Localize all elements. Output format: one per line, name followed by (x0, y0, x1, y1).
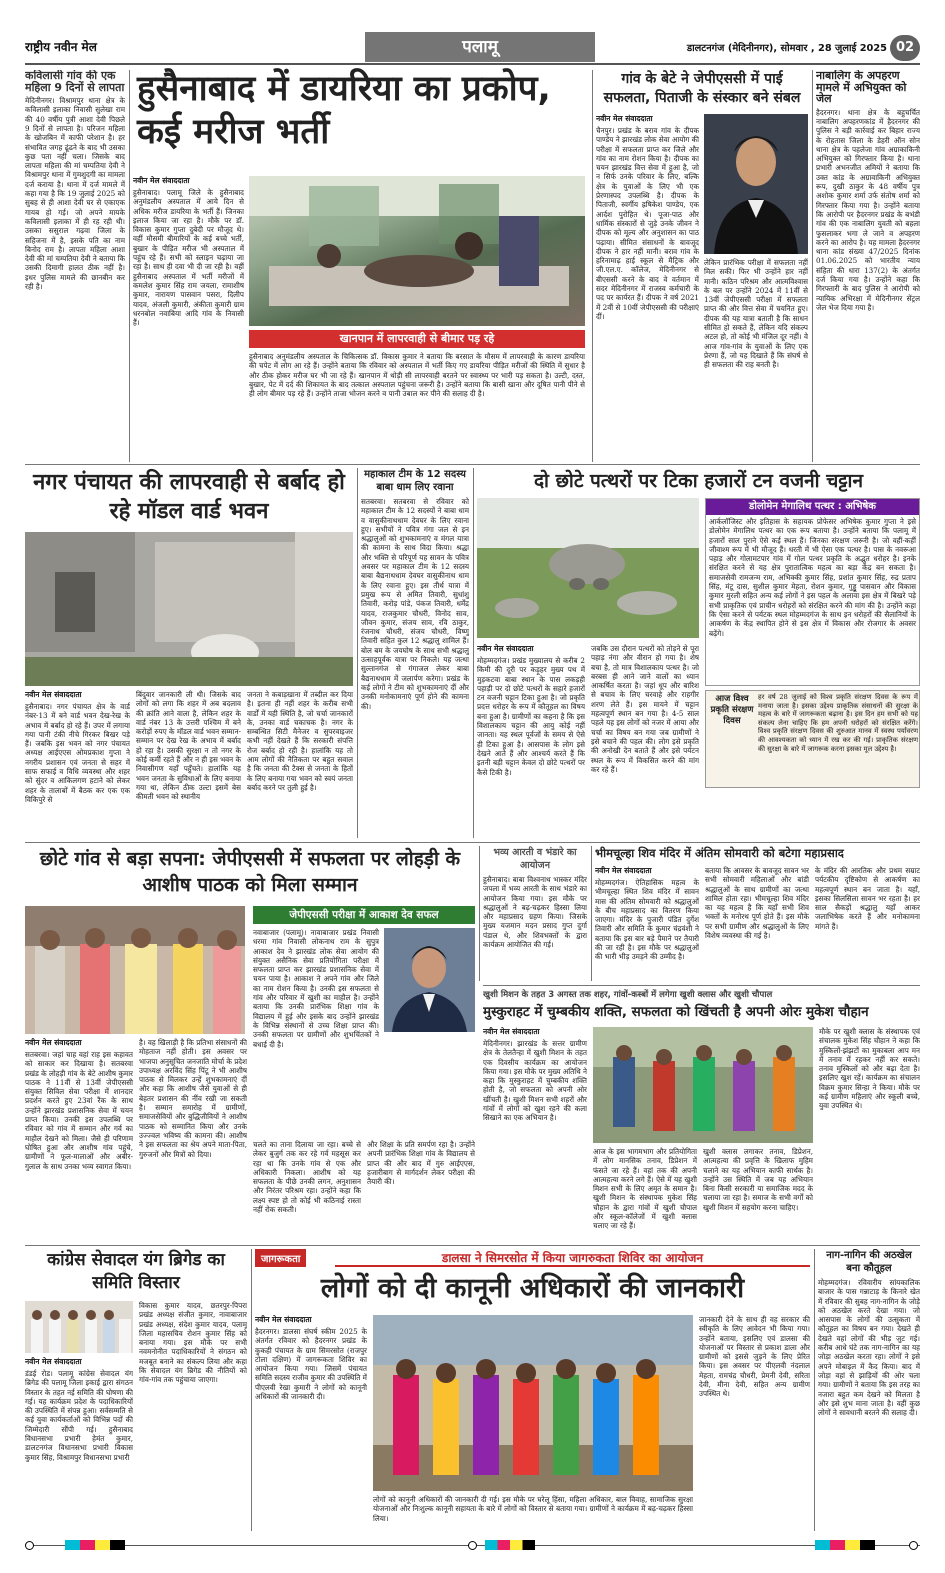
section-rule (25, 464, 920, 465)
ward-building-photo (25, 532, 353, 686)
column-rule (129, 70, 130, 462)
article-col-2: लोगों को कानूनी अधिकारों की जानकारी दी गई। इस मौके पर घरेलू हिंसा, महिला अधिकार, बाल विवाह, सामाजिक सुरक्षा योजनाओं और निःशुल्क कानूनी सहायता के बारे में लोगों को विस्तार से बताया गया। ग्रामीणों ने कार्यक्रम में बढ़-चढ़कर हिस्सा लिया। (373, 1495, 693, 1523)
headline: हुसैनाबाद में डायरिया का प्रकोप, कई मरीज भर्ती (137, 69, 551, 152)
article-body (596, 114, 699, 460)
body-text-continued: लेकिन प्रारंभिक परीक्षा में सफलता नहीं मिल सकी। फिर भी उन्होंने हार नहीं मानी। कठिन परिश्रम और आत्मविश्वास के बल पर उन्होंने 2024 में 11वीं से 13वीं जेपीएससी परीक्षा में सफलता प्राप्त की और वित्त सेवा में चयनित हुए। दीपक की यह यात्रा बताती है कि साधन सीमित हो सकते हैं, लेकिन यदि संकल्प अटल हो, तो कोई भी मंजिल दूर नहीं। वे आज गांव-गांव के युवाओं के लिए एक प्रेरणा हैं, जो यह दिखाते हैं कि संघर्ष से ही सफलता की राह बनती है। (704, 258, 808, 370)
building-scene-icon (25, 532, 353, 686)
hospital-scene-icon (249, 176, 585, 326)
group-photo-icon (25, 906, 245, 1034)
article-col-3: जनता ने कबाड़खाना में तब्दील कर दिया है। इतना ही नहीं शहर के करीब सभी वार्डों में यही स्थिति है, जो चर्चा जानकारों के, उनका वार्ड चकाचक है। नगर के सम्बन्धित सिटी मैनेजर व सुपरवाइजर कभी नहीं देखते हैं कि सरकारी संपत्ति रोज बर्बाद हो रही है। हालांकि यह तो आम लोगों की नैतिकता पर बहुत सवाल है कि जनता की टैक्स से जनता के हितों के लिए बनाया गया भवन को स्वयं जनता बर्बाद करने पर तुली हुई है। (247, 690, 353, 792)
byline: नवीन मेल संवाददाता (255, 1315, 312, 1324)
column-rule (251, 1249, 252, 1531)
page-number: 02 (890, 35, 920, 61)
article-dalsa-camp (255, 1249, 810, 1531)
article-col-3: खुशी क्लास लगाकर तनाव, डिप्रेशन, आत्महत्या की प्रवृत्ति के खिलाफ मुहिम चलाने का यह अभियान काफी सार्थक है। उन्होंने उस स्थिति में जब यह अभियान बिना किसी सरकारी या समाजिक मदद के चलाया जा रहा है। समाज के सभी वर्गों को खुशी मिशन में सहयोग करना चाहिए। (703, 1147, 813, 1212)
article-col-3: के मंदिर की आरतिक और प्रथम सम्राट पर्यटकीय दृष्टिकोण से आकर्षण का महत्वपूर्ण स्थान बन जाता है। यहाँ, इसका सिलसिला सावन भर रहता है। हर साल सैकड़ों श्रद्धालु यहाँ आकर जलाभिषेक करते हैं और मनोकामना मांगते हैं। (815, 866, 920, 931)
article-body: हैदरनगर। थाना क्षेत्र के बहुचर्चित नाबालिग अपहरणकांड में हैदरनगर की पुलिस ने बड़ी कार्रवाई कर बिहार राज्य के रोहतास जिला के डेहरी ऑन सोन थाना क्षेत्र के पहलेजा गांव अग्राकाकिनी अभियुक्त को गिरफ्तार किया है। थाना प्रभारी अभनजीत अमियों ने बताया कि उक्त कांड के अग्रावाकिनी अभियुक्त रूप, दुखी ठाकुर के 48 वर्षीय पुत्र अशोक कुमार शर्मा उर्फ संतोष शर्मा को गिरफ्तार किया गया है। उन्होंने बताया कि आरोपी पर हैदरनगर प्रखंड के बभंडी गांव की एक नाबालिग युवती को बहला फुसलाकर भगा ले जाने व अपहरण करने का आरोप है। यह मामला हैदरनगर थाना कांड संख्या 47/2025 दिनांक 01.06.2025 को भारतीय न्याय संहिता की धारा 137(2) के अंतर्गत दर्ज किया गया है। उन्होंने कहा कि गिरफ्तारी के बाद पुलिस ने आरोपी को न्यायिक अभिरक्षा में मेदिनीनगर सेंट्रल जेल भेज दिया गया है। (816, 107, 920, 312)
masthead-brand: राष्ट्रीय नवीन मेल (25, 40, 97, 54)
headline: दो छोटे पत्थरों पर टिका हजारों टन वजनी चट्टान (533, 470, 864, 492)
section-rule (483, 985, 920, 986)
article-body: सतबरवा। सतबरवा से रविवार को महाकाल टीम के 12 सदस्यों ने बाबा धाम व वासुकीनाथधाम देवघर के लिए रवाना हुए। सभीयों ने पवित्र गंगा जल से इन श्रद्धालुओं को शुभकामनाएं व मंगल यात्रा की कामना के साथ विदा किया। श्रद्धा और भक्ति से परिपूर्ण यह सावन के पवित्र अवसर पर महाकाल टीम के 12 सदस्य बाबा बैद्यनाथधाम देवघर वासुकीनाथ धाम के लिए रवाना हुए। इस तीर्थ यात्रा में प्रमुख रूप से अमित तिवारी, सुधांशु तिवारी, करोड़ पांडे, पंकज तिवारी, धर्मेंद्र यादव, राजकुमार चौधरी, विनोद साव, जीवन कुमार, संजय साव, रवि ठाकुर, रंजनाथ चौधरी, संजय चौधरी, विष्णु तिवारी सहित कुल 12 श्रद्धालु शामिल हैं। बोल बम के जयघोष के साथ सभी श्रद्धालु उत्साहपूर्वक यात्रा पर निकले। यह जत्था सुल्तानगंज से गंगाजल लेकर बाबा बैद्यनाथधाम में जलार्पण करेगा। प्रखंड के कई लोगों ने टीम को शुभकामनाएं दीं और उनकी मनोकामनाएं पूर्ण होने की कामना की। (361, 497, 469, 711)
infobox-title: डोलोमेन मेगालिथ पत्थर : अभिषेक (706, 499, 919, 515)
article-col-2: विकास कुमार यादव, छतरपुर-पिपरा प्रखंड अध्यक्ष संजीत कुमार, नावाबाजार प्रखंड अध्यक्ष, संदेश कुमार यादव, पलामू जिला महासचिव रोशन कुमार सिंह को बनाया गया। इस मौके पर सभी नवमनोनीत पदाधिकारियों ने संगठन को मजबूत बनाने का संकल्प लिया और कहा कि सेवादल यंग ब्रिगेड की नीतियों को गांव-गांव तक पहुंचाया जाएगा। (139, 1301, 247, 1385)
byline: नवीन मेल संवाददाता (596, 114, 653, 123)
article-diarrhea (133, 68, 588, 463)
deepak-portrait (704, 114, 808, 254)
headline: गांव के बेटे ने जेपीएससी में पाई सफलता, पिताजी के संस्कार बने संबल (603, 71, 801, 106)
article-col-2: जबकि उस दौरान पत्थरों को तोड़ने से पूरा पहाड़ नंगा और वीरान हो गया है। शेष बचा है, तो मात्र विशालकाय पत्थर है। जो बरबस ही आने जाने वालों का ध्यान आकर्षित करता है। जहां धूप और बारिश से बचाव के लिए चरवाहे और राहगीर शरण लेते हैं। इस मायने में चट्टान महत्वपूर्ण स्थान बन गया है। 4-5 साल पहले यह इस लोगों को नजर में आया और चर्चा का विषय बन गया जब ग्रामीणों ने इसे बचाने की पहल की। लोग इसे प्रकृति की अनोखी देन बताते हैं और इसे पर्यटन स्थल के रूप में विकसित करने की मांग कर रहे हैं। (591, 644, 699, 774)
article-col-2: बताया कि आवसर के बावजूद सावन भर सभी सोमवारी महिलाओं और बांडी श्रद्धालुओं के साथ ग्रामीणों का जत्था शामिल होता रहा। भीमचूल्हा शिव मंदिर का यह महत्व है कि यहाँ सभी शिव भक्तों के मनोरथ पूर्ण होते हैं। इस मौके पर सभी ग्रामीण और श्रद्धालुओं के लिए विशेष व्यवस्था की गई है। (705, 866, 809, 941)
body-text: चैनपुर। प्रखंड के बराव गांव के दीपक पाण्डेय ने झारखंड लोक सेवा आयोग की परीक्षा में सफलता प्राप्त कर जिले और गांव का नाम रोशन किया है। दीपक का चयन झारखंड वित्त सेवा में हुआ है, जो न सिर्फ उनके परिवार के लिए, बल्कि क्षेत्र के युवाओं के लिए भी एक प्रेरणास्पद उपलब्धि है। दीपक के पिताजी, स्वर्गीय ह्रषिकेश पाण्डेय, एक आर्दश पुरोहित थे। पूजा-पाठ और धार्मिक संस्कारों से जुड़े उनके जीवन ने दीपक को मूल्य और अनुशासन का पाठ पढ़ाया। सीमित संसाधनों के बावजूद दीपक ने हार नहीं मानी। बराव गांव के हरिनामाढ़ हाई स्कूल से मैट्रिक और जी.एल.ए. कॉलेज, मेदिनीनगर से बीएससी करने के बाद वे वर्तमान में सदर मेदिनीनगर में राजस्व कर्मचारी के पद पर कार्यरत हैं। दीपक ने वर्ष 2021 में 2वीं से 10वीं जेपीएससी की परीक्षाएं दीं। (596, 126, 699, 321)
article-col-1 (477, 644, 585, 838)
article-missing-woman (25, 70, 125, 460)
headline: भव्य आरती व भंडारे का आयोजन (493, 847, 577, 871)
article-col-4: मौके पर खुशी क्लास के संस्थापक एवं संचालक मुकेश सिंह चौहान ने कहा कि मुस्किलों-झंझटों का मुकाबला आप मन में तनाव में रहकर नहीं कर सकते। तनाव मुस्किलों को और बढ़ा देता है। इसलिए खुश रहें। कार्यक्रम का संचालन विक्रम कुमार सिन्हा ने किया। मौके पर कई ग्रामीण महिलाएं और स्कूली बच्चे, युवा उपस्थित थे। (819, 1027, 920, 1111)
body-text: सतबरवा। जहां चाह वहां राह इस कहावत को साकार कर दिखाया है। सतबरवा प्रखंड के लोहड़ी गांव के बेटे आशीष कुमार पाठक ने 11वीं से 13वीं जेपीएससी संयुक्त सिविल सेवा परीक्षा में शानदार प्रदर्शन करते हुए 23वां रैंक के साथ उन्होंने झारखंड प्रशासनिक सेवा में चयन प्राप्त किया। उनकी इस उपलब्धि पर रविवार को गांव में सम्मान और गर्व का माहौल देखने को मिला। जैसे ही परिणाम घोषित हुआ और आशीष गांव पहुंचे, ग्रामीणों ने फूल-मालाओं और अबीर-गुलाल के साथ उनका भव्य स्वागत किया। (25, 1050, 133, 1171)
article-col-2: आज के इस भागमभाग और प्रतियोगिता में लोग मानसिक तनाव, डिप्रेशन में फंसते जा रहे हैं। वहां तक की अपनी आत्महत्या करने लगे हैं। ऐसे में यह खुशी मिशन सभी के लिए अमृत के समान है। खुशी मिशन के संस्थापक मुकेश सिंह चौहान के द्वारा गांवों में खुशी चौपाल और स्कूल-कॉलेजों में खुशी क्लास चलाए जा रहे हैं। (593, 1147, 697, 1231)
headline: नगर पंचायत की लापरवाही से बर्बाद हो रहे मॉडल वार्ड भवन (33, 470, 345, 524)
headline: कविलासी गांव की एक महिला 9 दिनों से लापता (25, 70, 125, 94)
column-rule (473, 468, 474, 838)
body-text-continued: हुसैनाबाद अनुमंडलीय अस्पताल के चिकित्सक डॉ. विकास कुमार ने बताया कि बरसात के मौसम में लापरवाही के कारण डायरिया की चपेट में लोग आ रहे हैं। उन्होंने बताया कि रविवार को अस्पताल में भर्ती किए गए डायरिया पीड़ित मरीजों की स्थिति में सुधार है और ठीक होकर मरीज घर भी जा रहे हैं। खानपान में थोड़ी सी लापरवाही बरतने पर स्वास्थ्य पर भारी पड़ सकता है। उल्टी, दस्त, बुखार, पेट में दर्द की शिकायत के बाद तत्काल अस्पताल पहुंचना जरूरी है। उन्होंने बताया कि बासी खाना और दूषित पानी पीने से ही लोग बीमार पड़ रहे हैं। उन्होंने ताजा भोजन करने व पानी उबाल कर पीने की सलाह दी है। (249, 352, 585, 399)
color-strip-left (65, 1540, 125, 1550)
article-col-3: जानकारी देने के साथ ही वह सरकार की स्वीकृति के लिए आवेदन भी किया गया। उन्होंने बताया, इसलिए एवं डालसा की योजनाओं पर विस्तार से प्रकाश डाला और ग्रामीणों को इससे जुड़ने के लिए प्रेरित किया। इस अवसर पर पीएलवी नंदलाल मेहता, रामचंद्र चौधरी, प्रेमनी देवी, सरिता देवी, मीना देवी, सहित अन्य ग्रामीण उपस्थित थे। (699, 1315, 810, 1399)
registration-mark-icon (468, 1541, 477, 1550)
byline: नवीन मेल संवाददाता (133, 176, 190, 185)
kicker-label: जागरूकता (255, 1249, 306, 1267)
khushi-chaupal-photo (593, 1027, 813, 1143)
crowd-photo-icon (593, 1027, 813, 1143)
article-mahakal-team (361, 468, 469, 838)
masthead (25, 32, 920, 66)
headline: लोगों को दी कानूनी अधिकारों की जानकारी (320, 1273, 745, 1304)
article-kidnapping (816, 70, 920, 462)
column-rule (357, 468, 358, 838)
article-col-1 (255, 1315, 367, 1531)
column-rule (591, 846, 592, 981)
article-col-1 (25, 690, 130, 838)
nature-day-title: आज विश्व प्रकृति संरक्षण दिवस (710, 694, 754, 726)
article-col-2: बिंदुवार जानकारी ली थी। जिसके बाद लोगों को लगा कि शहर में अब बदलाव की क्रांति आने वाला है, लेकिन शहर के वार्ड नंबर 13 के उत्तरी पश्चिम में बने करोड़ों रुपए के मॉडल वार्ड भवन सम्मान-सम्मान पर देख रेख के अभाव में बर्बाद हो रहा है। उसकी सुरक्षा न तो नगर के कोई कर्मी रहते हैं और न ही इस भवन के निवासीगण यहाँ पहुँचते। हालांकि यह भवन जनता के सुविधाओं के लिए बनाया गया था, लेकिन ठीक उल्टा इसमें बेस कीमती भवन को स्थानीय (136, 690, 241, 802)
akash-dev-portrait (384, 928, 475, 1032)
byline: नवीन मेल संवाददाता (25, 1357, 82, 1366)
felicitation-photo (25, 906, 245, 1034)
column-rule (479, 846, 480, 981)
body-text: मोहम्मदगंज। प्रखंड मुख्यालय से करीब 2 किमी की दूरी पर कड़ूहर मुख्य पथ में मुड़कटवा बाबा स्थान के पास लकड़ही पहाड़ी पर दो छोटे पत्थरों के सहारे हजारों टन वजनी चट्टान टिका हुआ है। जो प्रकृति प्रदत्त धरोहर के रूप में कौतूहल का विषय बना हुआ है। ग्रामीणों का कहना है कि इस विशालकाय चट्टान की आयु कोई नहीं जानता। यह स्थल पूर्वजों के समय से ऐसे ही टिका हुआ है। आसपास के लोग इसे देखने आते हैं और आश्चर्य करते हैं कि इतनी बड़ी चट्टान केवल दो छोटे पत्थरों पर कैसे टिकी है। (477, 656, 585, 777)
person-portrait-icon (384, 928, 475, 1032)
infobox (705, 498, 920, 686)
article-ward-building (25, 468, 353, 838)
body-text: मेदिनीनगर। झारखंड के सत्तर ग्रामीण क्षेत्र के तेलतैन्हा में खुशी मिशन के तहत एक दिवसीय कार्यक्रम का आयोजन किया गया। इस मौके पर मुख्य अतिथि ने कहा कि मुस्कुराहट में चुम्बकीय शक्ति होती है, जो सफलता को अपनी ओर खींचती है। खुशी मिशन सभी शहरों और गांवों में लोगों को खुश रहने की कला सिखाने का एक अभियान है। (483, 1039, 587, 1123)
byline: नवीन मेल संवाददाता (25, 1038, 82, 1047)
article-col-1 (25, 1357, 133, 1531)
footer-bar (25, 1535, 920, 1557)
byline: नवीन मेल संवाददाता (483, 1027, 540, 1036)
article-bhimchulha (595, 846, 920, 981)
color-strip-right (815, 1540, 875, 1550)
byline: नवीन मेल संवाददाता (477, 644, 534, 653)
akash-dev-body: नवाबाजार (पलामू)। नावाबाजार प्रखंड निवासी धरमा गांव निवासी लोकनाथ राम के सुपुत्र आकाश देव ने झारखंड लोक सेवा आयोग की संयुक्त असैनिक सेवा प्रतियोगिता परीक्षा में सफलता प्राप्त कर झारखंड प्रशासनिक सेवा में चयन पाया है। आकाश ने अपने गांव और जिले का नाम रोशन किया है। उनकी इस सफलता से गांव और परिवार में खुशी का माहौल है। उन्होंने बताया कि उनकी प्रारंभिक शिक्षा गांव के विद्यालय में हुई और इसके बाद उन्होंने झारखंड के विभिन्न संस्थानों से उच्च शिक्षा प्राप्त की। उनकी सफलता पर ग्रामीणों और शुभचिंतकों ने बधाई दी है। (253, 928, 379, 1049)
caption-bar: खानपान में लापरवाही से बीमार पड़ रहे (249, 330, 585, 348)
column-rule (812, 70, 813, 462)
body-text: हुसैनाबाद। पलामू जिले के हुसैनाबाद अनुमंडलीय अस्पताल में आये दिन से अधिक मरीज डायरिया के भर्ती हैं। जिनका इलाज किया जा रहा है। मौके पर डॉ. विकास कुमार गुप्ता दुबेदी पर मौजूद थे। वहीं मौसमी बीमारियों के कई बच्चे भर्ती, बुखार के पीड़ित मरीज भी अस्पताल में पहुंच रहे हैं। सभी को स्लाइन चढ़ाया जा रहा है। साथ ही दवा भी दी जा रही है। वहीं हुसैनाबाद अस्पताल में भर्ती मरीजों में कमलेश कुमार सिंह राम जयला, रामाशीष कुमार, नारायण पासवान पसरा, दिलीप यादव, अंजली कुमारी, अंकीता कुमारी ग्राम धरनबोल नवाबिया आदि गांव के निवासी हैं। (133, 188, 244, 328)
article-body: मोहम्मदगंज। रविवारीय सांयकालिक बाजार के पास गन्नाटाड़ के किनारे खेत में रविवार की सुबह नाग-नागिन के जोड़े को अठखेल करते देखा गया। जो आसपास के लोगों की उत्सुकता में कौतूहल का विषय बन गया। देखते ही देखते वहां लोगों की भीड़ जुट गई। करीब आधे घंटे तक नाग-नागिन का यह जोड़ा अठखेल करता रहा। लोगों ने इसे अपने मोबाइल में कैद किया। बाद में जोड़ा वहां से झाड़ियों की ओर चला गया। ग्रामीणों ने बताया कि इस तरह का नजारा बहुत कम देखने को मिलता है और इसे शुभ माना जाता है। वहीं कुछ लोगों ने सावधानी बरतने की सलाह दी। (818, 1278, 920, 1418)
dateline: डालटनगंज (मेदिनीनगर), सोमवार , 28 जुलाई 2025 (686, 43, 887, 54)
awareness-camp-photo (373, 1315, 693, 1491)
body-text: डंडई रोड। पलामू कांग्रेस सेवादल यंग ब्रिगेड की पलामू जिला इकाई द्वारा संगठन विस्तार के तहत नई समिति की घोषणा की गई। यह कार्यक्रम प्रदेश के पदाधिकारियों की उपस्थिति में संपन्न हुआ। सर्वसम्मति से कई युवा कार्यकर्ताओं को विभिन्न पदों की जिम्मेदारी सौंपी गई। हुसैनाबाद विधानसभा प्रभारी हेमंत कुमार, डालटनगंज विधानसभा प्रभारी विकास कुमार सिंह, विश्रामपुर विधानसभा प्रभारी (25, 1369, 133, 1462)
registration-mark-icon (909, 1541, 918, 1550)
article-balancing-rock (477, 468, 920, 838)
column-rule (814, 1249, 815, 1531)
article-akash-dev (253, 906, 475, 1136)
akash-dev-headline: जेपीएससी परीक्षा में आकाश देव सफल (253, 906, 475, 924)
rock-photo (477, 498, 699, 638)
masthead-rule (25, 63, 920, 65)
article-body: हुसैनाबाद। बाबा विश्वनाथ भास्कर मंदिर जपला में भव्य आरती के साथ भंडारे का आयोजन किया गया। इस मौके पर श्रद्धालुओं ने बढ़-चढ़कर हिस्सा लिया और महाप्रसाद ग्रहण किया। जिसके मुख्य यजमान मदन प्रसाद गुप्त दुर्गा पंडाल थे, और शिवभक्तों के द्वारा कार्यक्रम आयोजित की गई। (483, 875, 587, 950)
subtitle-bar: डालसा ने सिमरसोत में किया जागरुकता शिविर का आयोजन (335, 1249, 810, 1267)
article-body: मेदिनीनगर। विश्रामपुर थाना क्षेत्र के कविलासी इलाका निवासी सुलेखा राम की 40 वर्षीय पुत्री आशा देवी पिछले 9 दिनों से लापता है। परिजन महिला के खोजबिन में काफी परेशान है। हर संभावित जगह ढूंढने के बाद भी उसका कुछ पता नहीं चला। जिसके बाद लापता महिला की मां चम्पतिया देवी ने विश्रामपुर थाना में गुमशुदगी का मामला दर्ज कराया है। थाना में दर्ज मामले में कहा गया है कि 19 जुलाई 2025 को सुबह से ही आशा देवी घर से एकाएक गायब हो गई। जो अपने मायके कविलासी इलाका में ही रह रही थी। उसका ससुराल गढ़वा जिला के सहिजना में है, इसके पति का नाम बिनोद राम है। लापता महिला आशा देवी की मां चम्पतिया देवी ने बताया कि उसकी दिमागी हालत ठीक नहीं है। इधर पुलिस मामले की छानबीन कर रही है। (25, 96, 125, 292)
color-strip-center (485, 1540, 535, 1550)
headline: नाबालिग के अपहरण मामले में अभियुक्त को जेल (816, 70, 907, 106)
article-aarti-bhandara (483, 846, 587, 981)
body-text: मोहम्मदगंज। ऐतिहासिक महत्व के भीमचूल्हा स्थित शिव मंदिर में सावन मास की अंतिम सोमवारी को श्रद्धालुओं के बीच महाप्रसाद का वितरण किया जाएगा। मंदिर के पुजारी पंडित दुर्गेश तिवारी और समिति के कुमार चंद्रवंशी ने बताया कि इस बार बड़े पैमाने पर तैयारी की जा रही है। इस मौके पर श्रद्धालुओं की भारी भीड़ उमड़ने की उम्मीद है। (595, 878, 699, 962)
meeting-photo-icon (25, 1301, 133, 1353)
kicker: खुशी मिशन के तहत 3 अगस्त तक शहर, गांवों-कस्बों में लगेगा खुशी क्लास और खुशी चौपाल (483, 990, 773, 1000)
article-col-1 (595, 866, 699, 981)
section-label: पलामू (365, 32, 595, 62)
headline: मुस्कुराहट में चुम्बकीय शक्ति, सफलता को खिंचती है अपनी ओरः मुकेश चौहान (483, 1004, 869, 1020)
headline: छोटे गांव से बड़ा सपना: जेपीएससी में सफलता पर लोहड़ी के आशीष पाठक को मिला सम्मान (39, 848, 461, 896)
headline: कांग्रेस सेवादल यंग ब्रिगेड का समिति विस्तार (47, 1250, 225, 1293)
crowd-photo-icon (373, 1315, 693, 1491)
body-text: हैदरनगर। डालसा संघर्ष स्कीम 2025 के अंतर्गत रविवार को हैदरनगर प्रखंड के कुकही पंचायत के ग्राम सिमरसोत (राजपुर टोला दक्षिण) में जागरूकता शिविर का आयोजन किया गया। जिसमें पंचायत समिति सदस्य राजीव कुमार की उपस्थिति में पीएलवी रेखा कुमारी ने लोगों को कानूनी अधिकारों की जानकारी दी। (255, 1327, 367, 1402)
headline: भीमचूल्हा शिव मंदिर में अंतिम सोमवारी को बटेगा महाप्रसाद (595, 846, 844, 860)
article-ashish-pathak (25, 846, 475, 1241)
registration-mark-icon (25, 1541, 34, 1550)
article-sevadal (25, 1249, 247, 1531)
rock-landscape-icon (477, 498, 699, 638)
article-col-3: चलते का ताना दिलाया जा रहा। बच्चे से लेकर बुजुर्ग तक कर रहे गर्व महसूस कर रहा था कि उनके गांव से एक और अधिकारी निकला। आशीष को यह सफलता के पीछे उनकी लगन, अनुशासन और निरंतर परिश्रम रहा। उन्होंने कहा कि लक्ष्य स्पष्ट हो तो कोई भी कठिनाई रास्ता नहीं रोक सकती। (253, 1140, 361, 1215)
infobox-body: आर्कलॉजिस्ट और इतिहास के सहायक प्रोफेसर अभिषेक कुमार गुप्ता ने इसे डोलोमेन मेगालिथ पत्थर का एक रूप बताया है। उन्होंने बताया कि पलामू में हजारों साल पुराने ऐसे कई स्थल हैं। जिनका संरक्षण जरूरी है। जो वहीं-कहीं जीवाश्म रूप में भी मौजूद हैं। धरती में भी ऐसा एक पत्थर है। पास के नवरूआ पहाड़ और गोलामटपार गांव में गोल पत्थर प्रकृति के अद्भुत धरोहर है। इनके संरक्षित करने से यह क्षेत्र पुरातात्विक महत्व का बड़ा केंद्र बन सकता है। समाजसेवी रामजन्म राम, अभिक्की कुमार सिंह, प्रशांत कुमार सिंह, रुद्र प्रताप सिंह, मंटू दास, सुशील कुमार मेहता, रोशन कुमार, गुड्डू पासवान और विकास कुमार मुरली सहित अन्य कई लोगों ने इस पहल के अलावा इस क्षेत्र में बिखरे पड़े सभी प्राकृतिक एवं प्राचीन धरोहरों को संरक्षित करने की मांग की है। उन्होंने कहा कि ऐसा करने से पर्यटक स्थल मोहम्मदगंज के साथ इन धरोहरों की सैलानियों के आकर्षण के केंद्र स्थापित होने से इस क्षेत्र में विकास और रोजगार के अवसर बढ़ेंगे। (709, 517, 916, 638)
column-rule (592, 70, 593, 462)
headline: नाग-नागिन की अठखेल बना कौतूहल (826, 1250, 912, 1274)
person-portrait-icon (704, 114, 808, 254)
sevadal-meeting-photo (25, 1301, 133, 1353)
article-snake-pair (818, 1249, 920, 1531)
byline: नवीन मेल संवाददाता (595, 866, 652, 875)
article-khushi-mission (483, 989, 920, 1241)
article-col-2: है। वह खिलाड़ी है कि प्रतिभा संसाधनों की मोहताज नहीं होती। इस अवसर पर भाजपा अनुसूचित जनजाति मोर्चा के प्रदेश उपाध्यक्ष अरविंद सिंह पिंटू ने भी आशीष पाठक से मिलकर उन्हें शुभकामनाएं दीं और कहा कि आशीष जैसे युवाओं से ही बेहतर प्रशासन की नींव रखी जा सकती है। सम्मान समारोह में ग्रामीणों, समाजसेवियों और बुद्धिजीवियों ने आशीष पाठक को सम्मानित किया और उनके उज्ज्वल भविष्य की कामना की। आशीष ने इस सफलता का श्रेय अपने माता-पिता, गुरुजनों और मित्रों को दिया। (139, 1038, 247, 1159)
article-body (133, 176, 244, 401)
section-rule (25, 1245, 920, 1246)
byline: नवीन मेल संवाददाता (25, 690, 82, 699)
nature-day-box (705, 690, 920, 788)
akash-dev-body-continued: और शिक्षा के प्रति समर्पण रहा है। उन्होंने अपनी प्रारंभिक शिक्षा गांव के विद्यालय से प्राप्त की और बाद में गुरु आईएएस, हजारीबाग से मार्गदर्शन लेकर परीक्षा की तैयारी की। (367, 1140, 475, 1187)
article-jpsc-deepak (596, 70, 808, 462)
hospital-photo (249, 176, 585, 326)
body-text: हुसैनाबाद। नगर पंचायत क्षेत्र के वार्ड नंबर-13 में बने वार्ड भवन देख-रेख के अभाव में बर्बाद हो रहे हैं। उपर में लगाया गया पानी टंकी नीचे गिरकर बिखर पड़े हैं। जबकि इस भवन को नगर पंचायत अध्यक्ष आईएएस ओमप्रकाश गुप्ता ने नगरीय प्रशासन एवं जनता से सहर में साफ सफाई व विधि व्यवस्था और शहर को सुंदर व आकिलगण हटाने को लेकर शहर के तालाबों में बैठक कर एक एक विकिपुरे से (25, 702, 130, 804)
nature-day-body: हर वर्ष 28 जुलाई को विश्व प्रकृति संरक्षण दिवस के रूप में मनाया जाता है। इसका उद्देश्य प्राकृतिक संसाधनों की सुरक्षा के महत्व के बारे में जागरूकता बढ़ाना है। इस दिन हम सभी को यह संकल्प लेना चाहिए कि हम अपनी धरोहरों को संरक्षित करेंगे। विश्व प्रकृति संरक्षण दिवस की शुरुआत मानव में स्वस्थ पर्यावरण की आवश्यकता को ध्यान में रख कर की गई। प्राकृतिक संरक्षण की सुरक्षा के बारे में जागरूक करना इसका मूल उद्देश्य है। (758, 693, 918, 753)
section-rule (25, 842, 920, 843)
headline: महाकाल टीम के 12 सदस्य बाबा धाम लिए रवाना (364, 469, 466, 493)
article-col-1 (483, 1027, 587, 1241)
article-col-1 (25, 1038, 133, 1238)
